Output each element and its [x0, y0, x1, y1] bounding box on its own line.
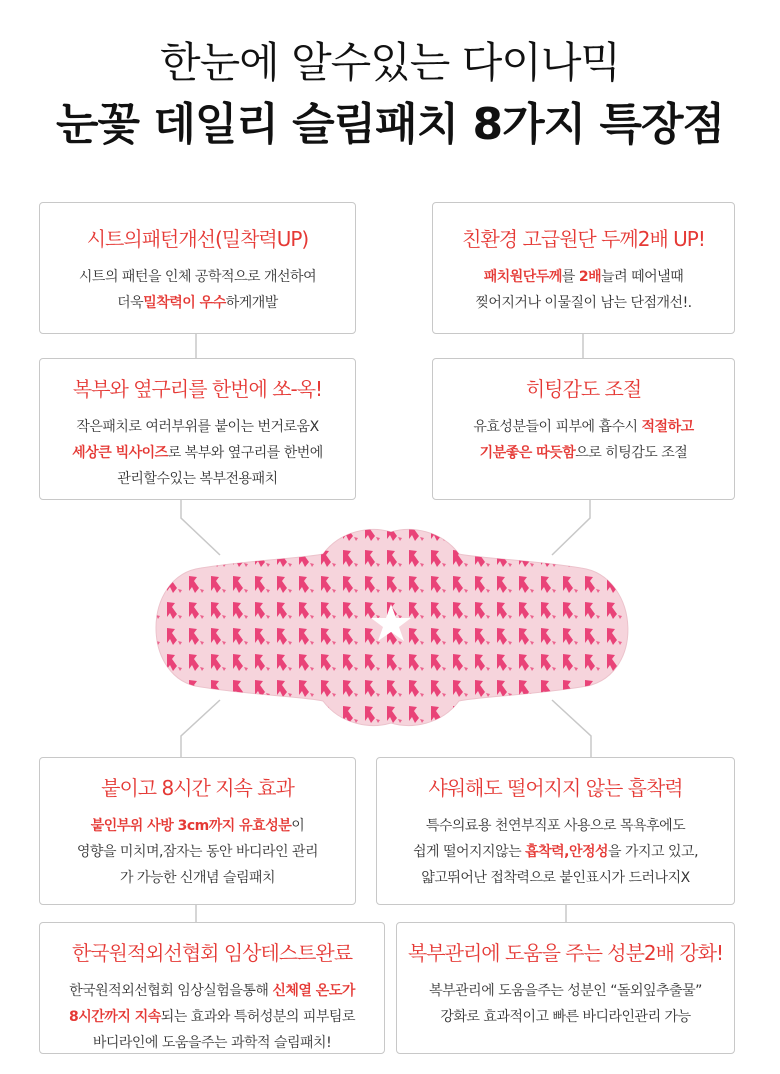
highlight-text: 밀착력이 우수: [143, 295, 226, 311]
feature-description: [397, 978, 734, 1030]
description-line: [40, 978, 384, 1004]
description-text: 시트의 패턴을 인체 공학적으로 개선하여: [78, 269, 317, 285]
description-text: 얇고뛰어난 접착력으로 붙인표시가 드러나지X: [421, 870, 690, 886]
description-text: 관리할수있는 복부전용패치: [117, 471, 278, 487]
description-line: [40, 290, 355, 316]
description-text: 바디라인에 도움을주는 과학적 슬림패치!: [92, 1035, 332, 1051]
description-text: 작은패치로 여러부위를 붙이는 번거로움X: [76, 419, 319, 435]
description-line: [40, 1004, 384, 1030]
feature-description: [433, 264, 734, 316]
description-text: 이: [291, 818, 305, 834]
highlight-text: 흡착력,안정성: [525, 844, 609, 860]
description-text: 더욱: [117, 295, 144, 311]
description-text: 을 가지고 있고,: [608, 844, 699, 860]
description-line: [433, 440, 734, 466]
description-text: 하게개발: [225, 295, 278, 311]
description-text: 복부관리에 도움을주는 성분인 “돌외잎추출물”: [429, 983, 702, 999]
highlight-text: 패치원단두께: [483, 269, 562, 285]
headline-line-1: 한눈에 알수있는 다이나믹: [160, 38, 620, 87]
description-text: 를: [561, 269, 579, 285]
description-text: 강화로 효과적이고 빠른 바디라인관리 가능: [440, 1009, 691, 1025]
description-text: 으로 히팅감도 조절: [575, 445, 688, 461]
description-line: [40, 813, 355, 839]
feature-card-8-hours: [39, 757, 356, 905]
feature-card-shower-adhesion: [376, 757, 735, 905]
description-line: [377, 865, 734, 891]
description-line: [40, 264, 355, 290]
highlight-text: 8시간까지 지속: [69, 1009, 161, 1025]
feature-card-big-size: [39, 358, 356, 500]
feature-title: 복부와 옆구리를 한번에 쏘-옥!: [72, 377, 323, 401]
highlight-text: 붙인부위 사방 3cm까지 유효성분: [90, 818, 292, 834]
description-line: [40, 414, 355, 440]
feature-card-fabric-thickness: [432, 202, 735, 334]
feature-title: 시트의패턴개선(밀착력UP): [86, 227, 309, 251]
highlight-text: 적절하고: [641, 419, 694, 435]
feature-title: 히팅감도 조절: [525, 377, 642, 401]
description-line: [377, 839, 734, 865]
description-text: 되는 효과와 특허성분의 피부팀로: [160, 1009, 355, 1025]
feature-title: 샤워해도 떨어지지 않는 흡착력: [428, 776, 683, 800]
feature-card-heating: [432, 358, 735, 500]
highlight-text: 기분좋은 따듯함: [479, 445, 576, 461]
headline-line-2: 눈꽃 데일리 슬림패치 8가지 특장점: [56, 99, 724, 150]
description-text: 특수의료용 천연부직포 사용으로 목욕후에도: [425, 818, 686, 834]
description-line: [40, 865, 355, 891]
feature-description: [40, 414, 355, 492]
feature-description: [40, 978, 384, 1056]
description-line: [40, 440, 355, 466]
description-text: 한국원적외선협회 임상실험을통해: [69, 983, 273, 999]
feature-card-ingredient: [396, 922, 735, 1054]
feature-description: [40, 813, 355, 891]
feature-title: 붙이고 8시간 지속 효과: [101, 776, 294, 800]
description-text: 늘려 떼어낼때: [601, 269, 684, 285]
highlight-text: 2배: [578, 269, 602, 285]
feature-description: [377, 813, 734, 891]
feature-title: 친환경 고급원단 두께2배 UP!: [462, 227, 705, 251]
slim-patch-image: [141, 520, 641, 735]
description-line: [40, 1030, 384, 1056]
description-text: 영향을 미치며,잠자는 동안 바디라인 관리: [76, 844, 319, 860]
description-line: [40, 466, 355, 492]
description-line: [433, 290, 734, 316]
highlight-text: 세상큰 빅사이즈: [72, 445, 168, 461]
feature-title: 한국원적외선협회 임상테스트완료: [71, 941, 353, 965]
highlight-text: 신체열 온도가: [272, 983, 355, 999]
feature-card-sheet-pattern: [39, 202, 356, 334]
description-line: [40, 839, 355, 865]
description-line: [433, 264, 734, 290]
description-line: [397, 978, 734, 1004]
description-line: [433, 414, 734, 440]
feature-title: 복부관리에 도움을 주는 성분2배 강화!: [408, 941, 723, 965]
feature-card-clinical-test: [39, 922, 385, 1054]
description-line: [397, 1004, 734, 1030]
description-text: 가 가능한 신개념 슬림패치: [119, 870, 276, 886]
description-line: [377, 813, 734, 839]
feature-description: [40, 264, 355, 316]
feature-description: [433, 414, 734, 466]
description-text: 유효성분들이 피부에 흡수시: [473, 419, 642, 435]
description-text: 쉽게 떨어지지않는: [412, 844, 526, 860]
description-text: 로 복부와 옆구리를 한번에: [167, 445, 323, 461]
description-text: 찢어지거나 이물질이 남는 단점개선!.: [475, 295, 692, 311]
